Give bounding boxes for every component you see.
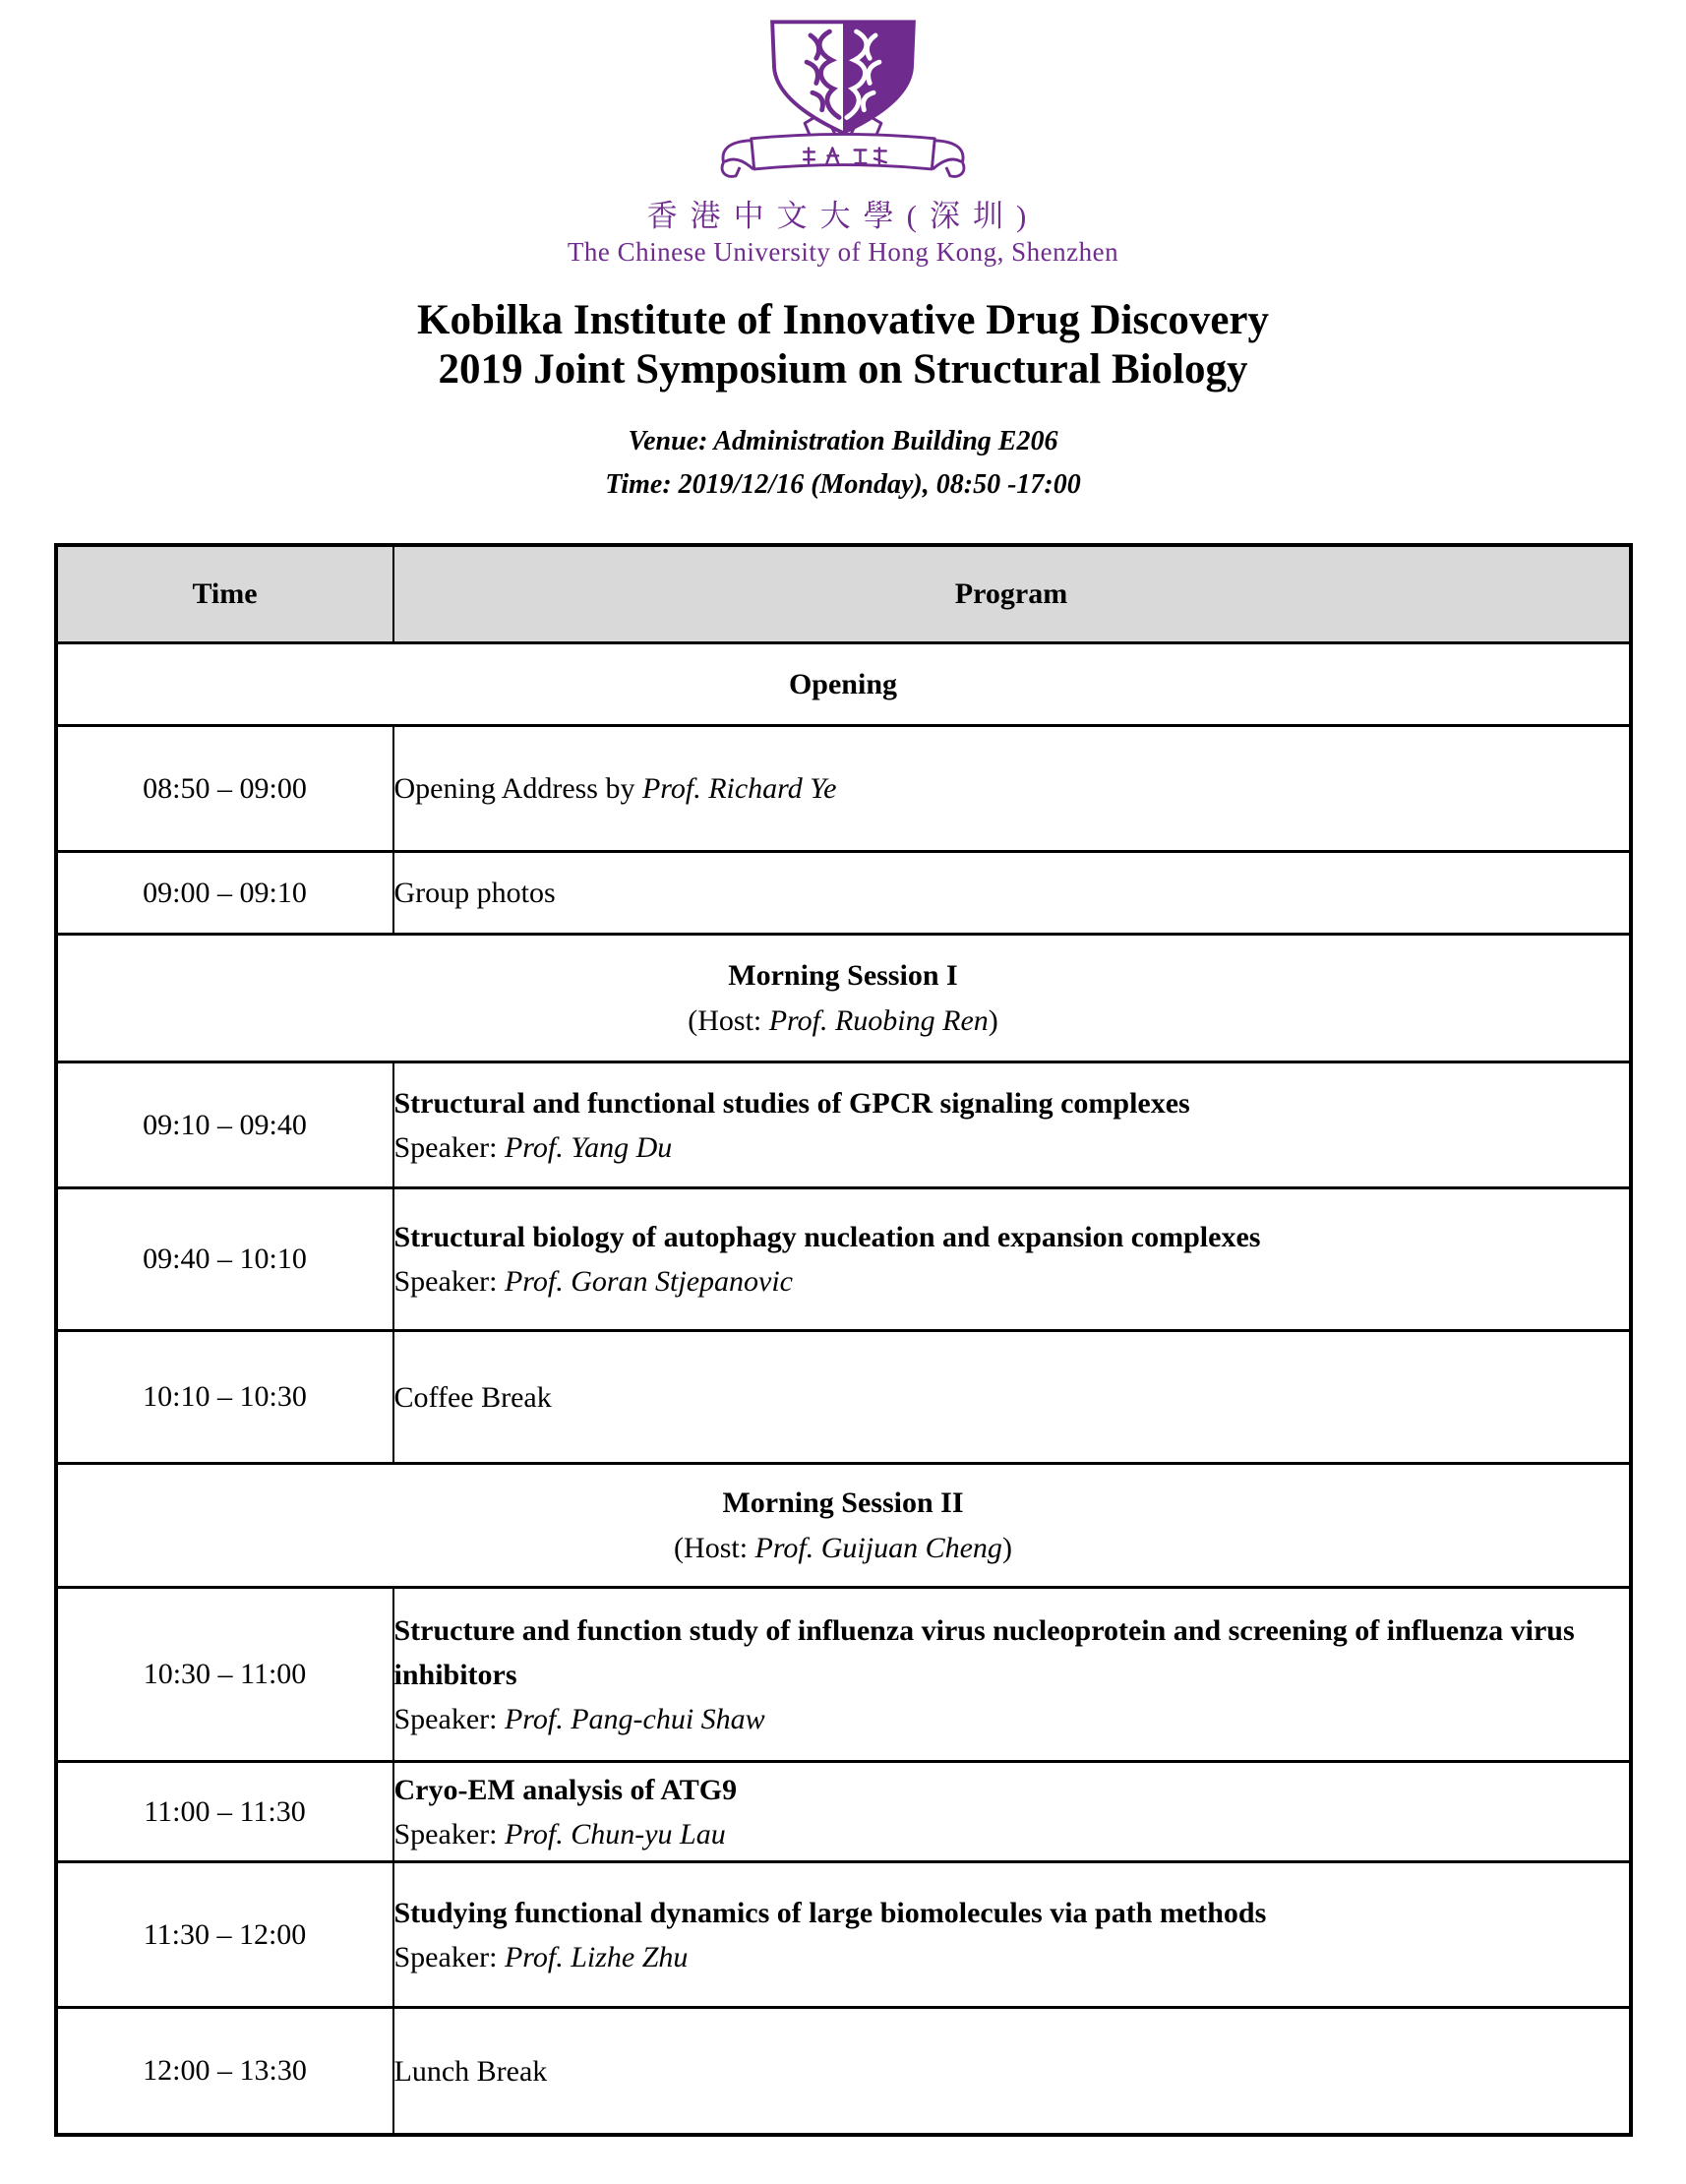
talk-title: Structure and function study of influenza virus nucleoprotein and screening of influenza virus inhibitors [393, 1613, 1575, 1691]
speaker-line: Speaker: Prof. Goran Stjepanovic [393, 1265, 793, 1299]
section-host: (Host: Prof. Guijuan Cheng) [674, 1531, 1012, 1564]
event-meta [0, 420, 1686, 506]
program-cell [393, 1762, 1631, 1862]
section-row-morning-1 [56, 935, 1631, 1062]
program-cell [393, 2008, 1631, 2135]
table-header-program: Program [393, 545, 1631, 643]
symposium-title [0, 296, 1686, 395]
event-row [56, 726, 1631, 852]
section-host: (Host: Prof. Ruobing Ren) [688, 1003, 998, 1037]
time-cell: 09:10 – 09:40 [56, 1062, 393, 1188]
program-cell [393, 1188, 1631, 1331]
speaker-line: Speaker: Prof. Lizhe Zhu [393, 1940, 689, 1973]
time-cell: 10:30 – 11:00 [56, 1588, 393, 1762]
program-cell [393, 1588, 1631, 1762]
talk-title: Structural biology of autophagy nucleation and expansion complexes [393, 1221, 1261, 1254]
speaker-line: Speaker: Prof. Pang-chui Shaw [393, 1702, 765, 1735]
program-cell [393, 1862, 1631, 2008]
time-cell: 11:00 – 11:30 [56, 1762, 393, 1862]
host-name: Prof. Guijuan Cheng [754, 1531, 1002, 1564]
time-cell: 11:30 – 12:00 [56, 1862, 393, 2008]
table-header-row [56, 545, 1631, 643]
university-name-english: The Chinese University of Hong Kong, Shenzhen [567, 237, 1119, 268]
host-name: Prof. Ruobing Ren [768, 1003, 989, 1037]
time-line: Time: 2019/12/16 (Monday), 08:50 -17:00 [605, 468, 1081, 500]
speaker-line: Speaker: Prof. Yang Du [393, 1130, 673, 1164]
time-cell: 08:50 – 09:00 [56, 726, 393, 852]
university-name-chinese: 香港中文大學(深圳) [646, 199, 1040, 233]
symposium-title-line2: 2019 Joint Symposium on Structural Biology [438, 345, 1248, 393]
event-row [56, 1062, 1631, 1188]
section-title: Morning Session II [722, 1486, 964, 1519]
section-title: Morning Session I [728, 958, 958, 992]
program-table [54, 543, 1633, 2137]
program-text: Lunch Break [393, 2054, 548, 2088]
speaker-name: Prof. Chun-yu Lau [504, 1817, 726, 1850]
cuhk-shield-icon [709, 14, 977, 185]
talk-title: Studying functional dynamics of large biomolecules via path methods [393, 1896, 1267, 1929]
program-text: Group photos [393, 877, 556, 910]
event-row [56, 1762, 1631, 1862]
program-cell [393, 726, 1631, 852]
time-cell: 09:40 – 10:10 [56, 1188, 393, 1331]
section-row-morning-2 [56, 1464, 1631, 1588]
speaker-line: Speaker: Prof. Chun-yu Lau [393, 1817, 726, 1850]
talk-title: Structural and functional studies of GPCR signaling complexes [393, 1086, 1190, 1120]
speaker-name: Prof. Yang Du [504, 1130, 673, 1164]
table-header-time: Time [56, 545, 393, 643]
program-cell [393, 1331, 1631, 1464]
event-row [56, 1331, 1631, 1464]
program-text: Opening Address by Prof. Richard Ye [393, 772, 837, 806]
speaker-name: Prof. Goran Stjepanovic [504, 1265, 793, 1299]
time-cell: 12:00 – 13:30 [56, 2008, 393, 2135]
event-row [56, 1862, 1631, 2008]
speaker-name: Prof. Lizhe Zhu [504, 1940, 689, 1973]
section-title: Opening [788, 667, 898, 700]
event-row [56, 1588, 1631, 1762]
time-cell: 09:00 – 09:10 [56, 852, 393, 935]
program-cell [393, 852, 1631, 935]
program-cell [393, 1062, 1631, 1188]
event-row [56, 852, 1631, 935]
section-row-opening [56, 643, 1631, 726]
program-text: Coffee Break [393, 1380, 552, 1414]
venue-line: Venue: Administration Building E206 [628, 426, 1058, 457]
time-cell: 10:10 – 10:30 [56, 1331, 393, 1464]
speaker-name: Prof. Pang-chui Shaw [504, 1702, 765, 1735]
talk-title: Cryo-EM analysis of ATG9 [393, 1773, 738, 1806]
event-row [56, 1188, 1631, 1331]
university-emblem [0, 14, 1686, 190]
event-row [56, 2008, 1631, 2135]
speaker-name: Prof. Richard Ye [641, 772, 837, 806]
symposium-title-line1: Kobilka Institute of Innovative Drug Discovery [417, 296, 1269, 343]
